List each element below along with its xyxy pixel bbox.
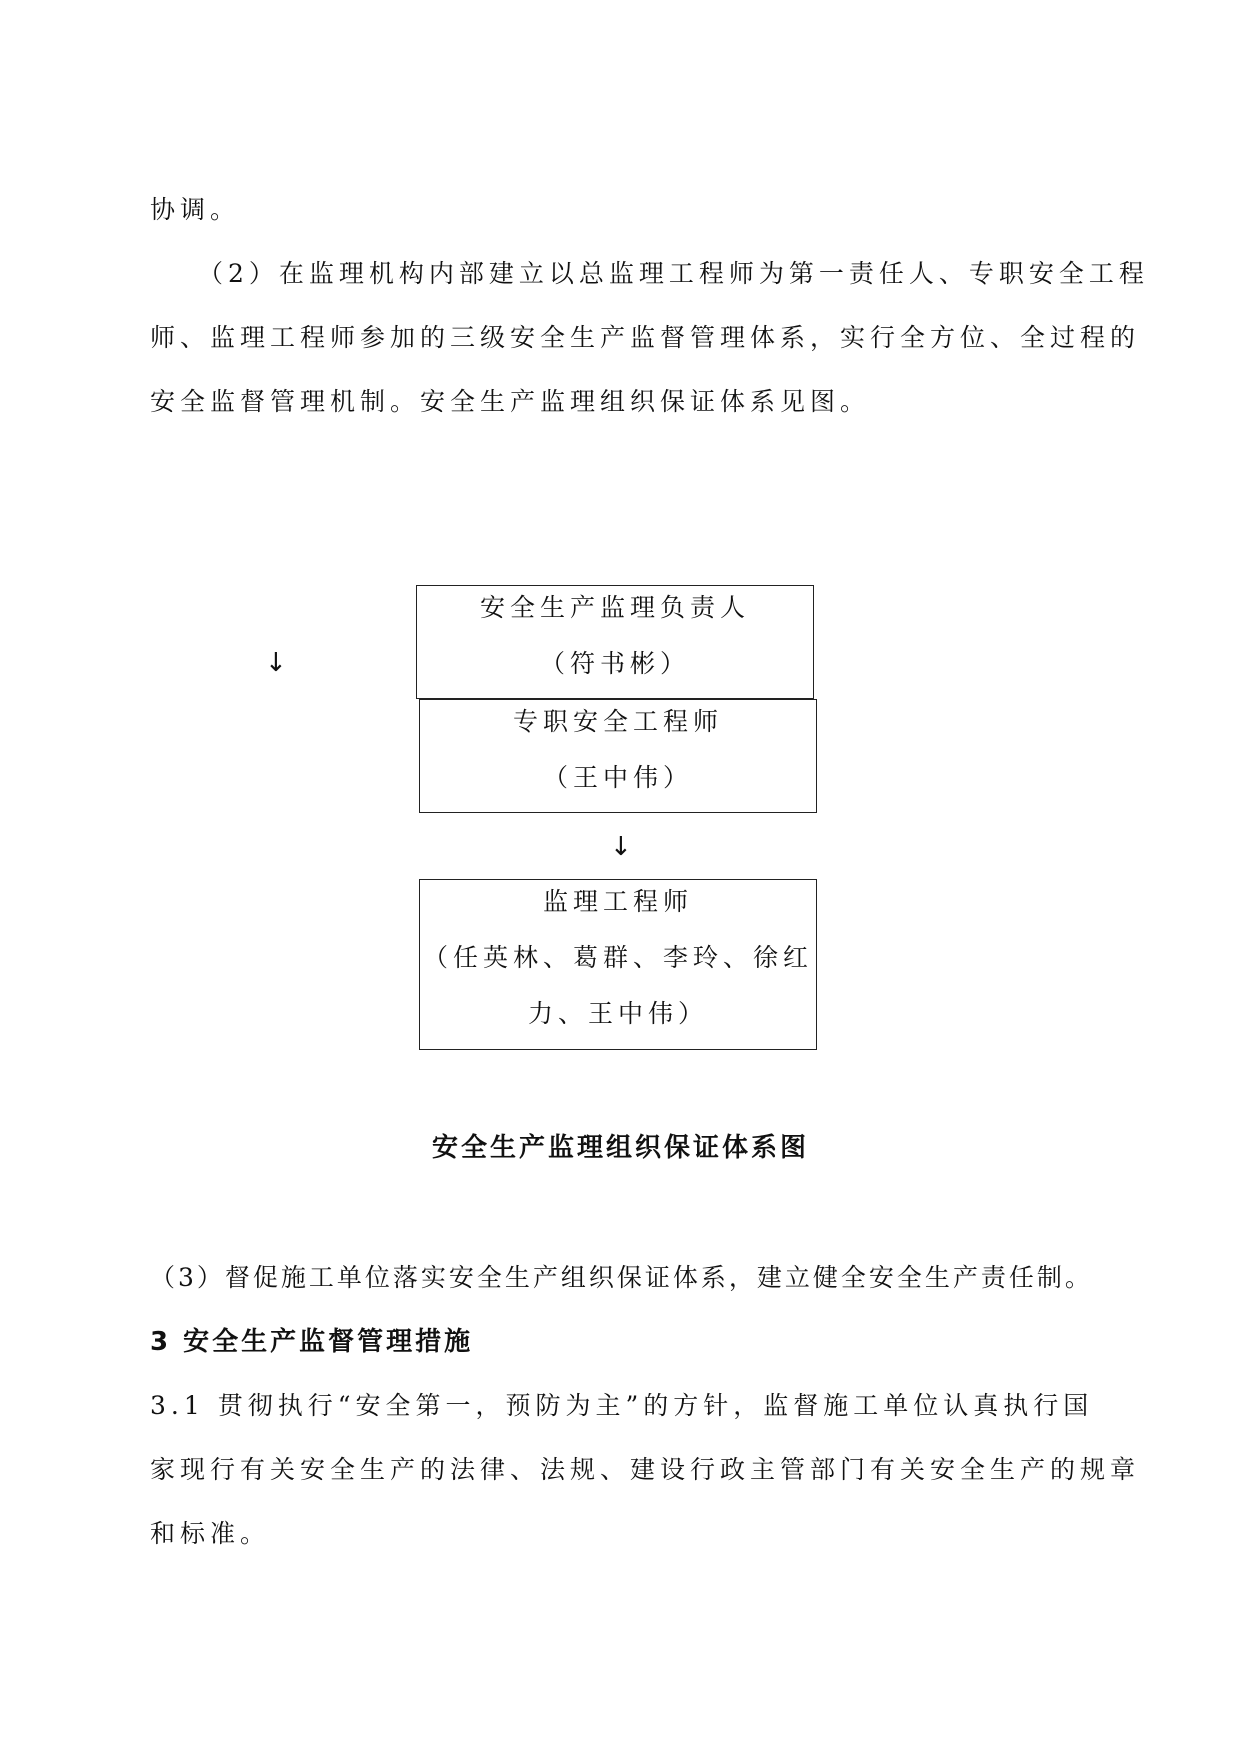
org-box-title: 安全生产监理负责人	[479, 593, 750, 622]
down-arrow-icon: ↓	[610, 832, 632, 862]
para2-line3: 安全监督管理机制。安全生产监理组织保证体系见图。	[150, 387, 871, 416]
item31-line2: 家现行有关安全生产的法律、法规、建设行政主管部门有关安全生产的规章	[150, 1455, 1141, 1484]
org-box-title: 专职安全工程师	[512, 707, 723, 736]
org-box-safety-supervisor	[416, 585, 814, 699]
org-box-supervision-engineer	[419, 879, 817, 1050]
intro-line: 协调。	[150, 195, 241, 224]
org-box-person: （王中伟）	[542, 763, 693, 792]
org-box-persons-line2: 力、王中伟）	[527, 999, 708, 1028]
org-box-persons-line1: （任英林、葛群、李玲、徐红	[422, 943, 813, 972]
para3-line: （3）督促施工单位落实安全生产组织保证体系，建立健全安全生产责任制。	[150, 1263, 1093, 1292]
item31-line3: 和标准。	[150, 1519, 271, 1548]
section3-heading: 3 安全生产监督管理措施	[150, 1327, 474, 1357]
para2-line1: （2）在监理机构内部建立以总监理工程师为第一责任人、专职安全工程	[198, 259, 1149, 288]
item31-line1: 3.1 贯彻执行“安全第一，预防为主”的方针，监督施工单位认真执行国	[150, 1391, 1094, 1420]
org-box-person: （符书彬）	[539, 649, 690, 678]
org-box-safety-engineer	[419, 699, 817, 813]
diagram-caption: 安全生产监理组织保证体系图	[431, 1133, 809, 1163]
para2-line2: 师、监理工程师参加的三级安全生产监督管理体系，实行全方位、全过程的	[150, 323, 1141, 352]
down-arrow-icon: ↓	[265, 648, 287, 678]
org-box-title: 监理工程师	[542, 887, 693, 916]
